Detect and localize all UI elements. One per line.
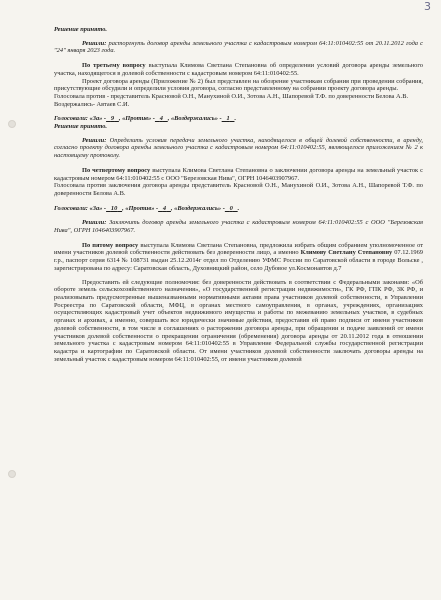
q3-heading: По третьему вопросу (82, 62, 146, 70)
tally-for-value: 9 (110, 115, 115, 123)
q4-intro: По четвертому вопросу выступала Климова Светлана Степановна о заключении договора аренды на земельный участок с кадастровым номером 64:11:010402:55 с ООО "Березовская Нива", ОГРН 1046403907967. (54, 166, 423, 182)
q3-decision: Решение принято. (54, 123, 108, 131)
decision-accepted: Решение принято. (54, 26, 108, 33)
q4-vote-against: Голосовала против заключения договора аренды представитель Красновой О.Н., Манухиной О.И., Зотова А.Н., Шапоревой Т.Ф. по доверенности Белова А.В. (54, 182, 423, 197)
resolution-q2 (54, 40, 423, 55)
resolved-text: расторгнуть договор аренды земельного участка с кадастровым номером 64:11:010402:55 от 20.11.2012 года с "24" января 2023 года. (54, 39, 423, 55)
question-4-section (54, 167, 423, 235)
q3-intro-text: выступала Климова Светлана Степановна об определении условий договора аренды земельного участка, находящегося в долевой собственности с кадастровым номером 64:11:010402:55. (54, 62, 424, 77)
resolved-label: Решили: (82, 39, 107, 47)
tally-label: Голосовали: (54, 115, 88, 123)
q5-person-name: Климову Светлану Степановну (300, 249, 393, 257)
tally-against-value: 4 (159, 115, 163, 123)
q5-powers: Предоставить ей следующие полномочия: без доверенности действовать в соответствии с Федеральными законами: «Об обороте земель сельскохозяйственного назначения», «О государственной регистрации недвижимости», ГК РФ, ГПК РФ, ЗК РФ, и реализовывать предусмотренные вышеназванными нормативными актами права участников долевой собственности, в Управлении Росреестра по Саратовской области, МФЦ, в органах местного самоуправления, в органах, учреждениях, организациях осуществляющих кадастровый учет объектов недвижимого имущества и работы по межеванию земельных участков, в судебных органах и архивах, а именно, совершать все юридически значимые действия, предоставив ей право подписи от имени участников долевой собственности, в том числе в соглашениях о расторжении договора аренды, при обращении и подаче заявлений от имени участников долевой собственности о прекращении ограничения (обременения) договора аренды от 20.11.2012 года в отношении земельного участка с кадастровым номером 64:11:010402:55 в Управление Федеральной службы государственной регистрации кадастра и картографии по Саратовской области. От имени участников долевой собственности заключать договоры аренды на земельный участок с кадастровым номером 64:11:010402:55, от имени участников долевой (54, 278, 423, 363)
question-3-section (54, 62, 423, 160)
tally-abstain-value: 0 (229, 204, 233, 212)
q5-intro: По пятому вопросу выступала Климова Светлана Степановна, предложила избрать общим собранием уполномоченное от имени участников долевой собственности действовать без доверенности лицо, а именно Климову Светлану Степановну 07.12.1969 г.р., паспорт серия 6314 № 108731 выдан 25.12.2014г отдел по Отделению УФМС России по Саратовской области в городе Вольске , зарегистрирована по адресу: Саратовская область, Духовницкий район, село Дубовое ул.Космонавтов д.7 (54, 241, 423, 272)
q3-intro (54, 62, 423, 77)
tally-abstain-value: 1 (226, 115, 230, 123)
question-5-section (54, 242, 423, 364)
page-number: 3 (424, 0, 431, 13)
q3-abstained: Воздержались- Автаев С.И. (54, 100, 130, 108)
binder-hole (8, 470, 16, 478)
q3-draft-contract: Проект договора аренды (Приложение № 2) был представлен на обозрение участникам собрания при проведении собрания, присутствующие обсудили и определили условия договора, согласно представленному на собрании проекту договора аренды. (54, 77, 423, 93)
q4-vote-tally: Голосовали: «За» - 10 , «Против» - 4 , «Воздержались» - 0 . (54, 204, 240, 212)
q3-vote-tally: Голосовали: «За» - 9 , «Против» - 4 , «Воздержались» - 1 . (54, 115, 237, 123)
q4-heading: По четвертому вопросу (82, 166, 151, 174)
tally-against-value: 4 (162, 204, 167, 212)
q4-resolution: Решили: Заключить договор аренды земельного участка с кадастровым номером 64:11:010402:55 с ООО "Березовская Нива", ОГРН 1046403907967. (54, 219, 423, 235)
q5-heading: По пятому вопросу (82, 241, 139, 249)
tally-for-value: 10 (110, 204, 118, 212)
binder-hole (8, 120, 16, 128)
q3-resolution: Решили: Определить условия передачи земельного участка, находящегося в общей долевой собственности, в аренду, согласно проекту договора аренды земельного участка с кадастровым номером 64:11:010402:55, являющегося приложением № 2 к настоящему протоколу. (54, 136, 423, 160)
q3-vote-against: Голосовала против - представитель Красновой О.Н., Манухиной О.И., Зотова А.Н., Шапоревой Т.Ф. по доверенности Белова А.В. (54, 92, 409, 100)
